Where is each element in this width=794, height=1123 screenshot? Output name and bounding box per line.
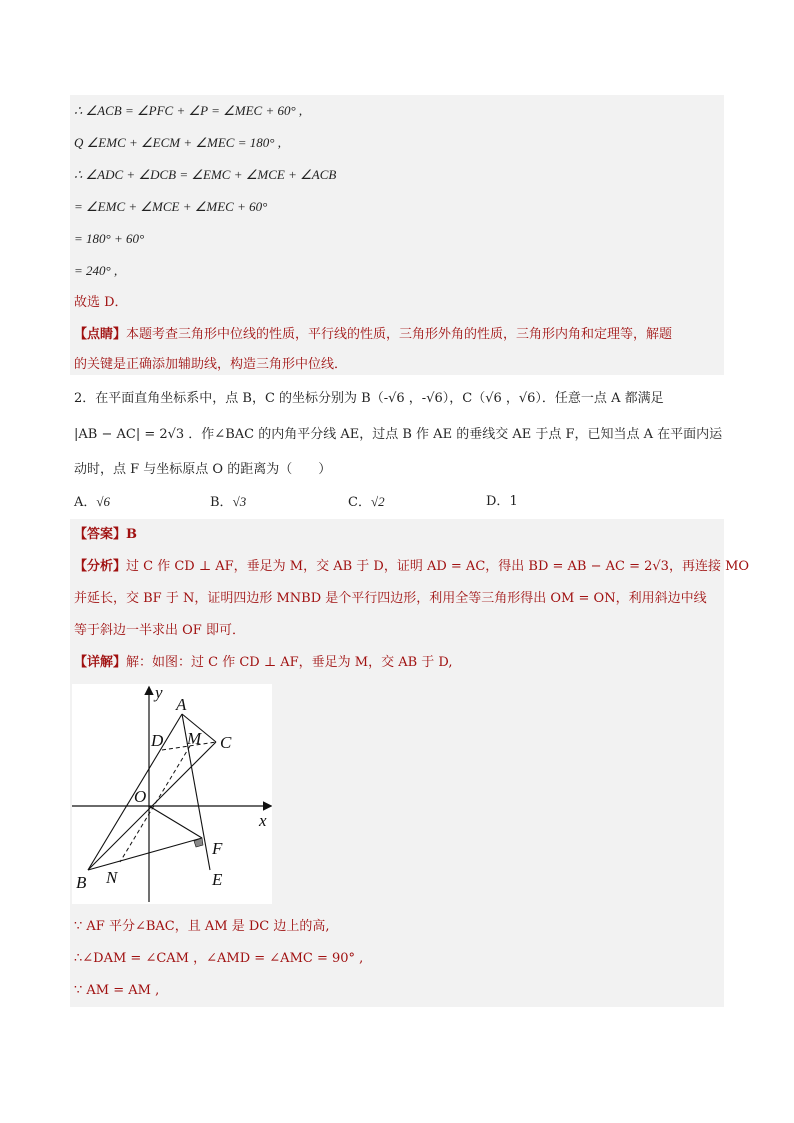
question-text: |AB − AC| = 2√3 ．作∠BAC 的内角平分线 AE，过点 B 作 AE 的垂线交 AE 于点 F，已知当点 A 在平面内运 <box>74 427 723 442</box>
comment-text: 本题考查三角形中位线的性质，平行线的性质，三角形外角的性质，三角形内角和定理等，解题 <box>126 327 673 342</box>
option-key: D． <box>486 494 510 509</box>
proof-line: ∵ AM = AM , <box>74 983 160 998</box>
question-text: 动时，点 F 与坐标原点 O 的距离为（ ） <box>74 462 332 477</box>
geometry-figure <box>72 684 272 904</box>
proof-line: ∴∠DAM = ∠CAM ，∠AMD = ∠AMC = 90° , <box>74 951 364 966</box>
solution-line: = ∠EMC + ∠MCE + ∠MEC + 60° <box>74 199 268 214</box>
label-a: A <box>176 695 187 714</box>
label-y: y <box>155 684 163 702</box>
analysis-tag: 【分析】 <box>74 559 127 574</box>
option-key: A． <box>74 495 97 510</box>
label-n: N <box>106 868 118 887</box>
solution-line: = 180° + 60° <box>74 231 145 246</box>
option-a[interactable] <box>74 492 110 513</box>
solution-line: = 240° , <box>74 263 118 278</box>
analysis-text: 并延长，交 BF 于 N，证明四边形 MNBD 是个平行四边形，利用全等三角形得出 OM = ON，利用斜边中线 <box>74 591 707 606</box>
question-text: 2．在平面直角坐标系中，点 B，C 的坐标分别为 B（-√6 ，-√6），C（√6 ，√6）．任意一点 A 都满足 <box>74 391 664 406</box>
proof-line: ∵ AF 平分∠BAC，且 AM 是 DC 边上的高, <box>74 919 330 934</box>
option-b[interactable] <box>210 492 246 513</box>
detail-tag: 【详解】 <box>74 655 127 670</box>
label-o: O <box>134 787 147 806</box>
option-d[interactable] <box>486 492 518 512</box>
label-x: x <box>259 811 267 830</box>
answer-line <box>74 525 137 545</box>
option-key: C． <box>348 495 371 510</box>
detail-paragraph <box>74 653 453 673</box>
label-m: M <box>187 729 202 748</box>
label-e: E <box>212 870 223 889</box>
solution-line: ∴ ∠ACB = ∠PFC + ∠P = ∠MEC + 60° , <box>74 103 303 118</box>
option-value: 1 <box>509 494 518 509</box>
option-value: √3 <box>232 494 247 509</box>
answer-tag: 【答案】 <box>74 527 127 542</box>
label-f: F <box>212 839 223 858</box>
option-key: B． <box>210 495 233 510</box>
analysis-paragraph <box>74 557 749 577</box>
option-value: √6 <box>96 494 111 509</box>
geometry-svg <box>72 684 272 904</box>
segment-of <box>149 806 202 838</box>
comment-tag: 【点睛】 <box>74 327 127 342</box>
detail-text: 解：如图：过 C 作 CD ⊥ AF，垂足为 M，交 AB 于 D, <box>126 655 453 670</box>
comment-paragraph <box>74 325 672 345</box>
segment-bf <box>88 838 202 870</box>
comment-text: 的关键是正确添加辅助线，构造三角形中位线． <box>74 357 348 372</box>
answer-value: B <box>126 527 138 542</box>
label-d: D <box>151 731 164 750</box>
option-value: √2 <box>370 494 385 509</box>
analysis-text: 等于斜边一半求出 OF 即可． <box>74 623 245 638</box>
label-c: C <box>220 733 232 752</box>
solution-line: Q ∠EMC + ∠ECM + ∠MEC = 180° , <box>74 135 281 150</box>
solution-line: ∴ ∠ADC + ∠DCB = ∠EMC + ∠MCE + ∠ACB <box>74 167 337 182</box>
conclusion: 故选 D． <box>74 295 128 310</box>
label-b: B <box>76 873 87 892</box>
option-c[interactable] <box>348 492 385 513</box>
analysis-text: 过 C 作 CD ⊥ AF，垂足为 M，交 AB 于 D，证明 AD = AC，得出 BD = AB − AC = 2√3，再连接 MO <box>126 559 750 574</box>
